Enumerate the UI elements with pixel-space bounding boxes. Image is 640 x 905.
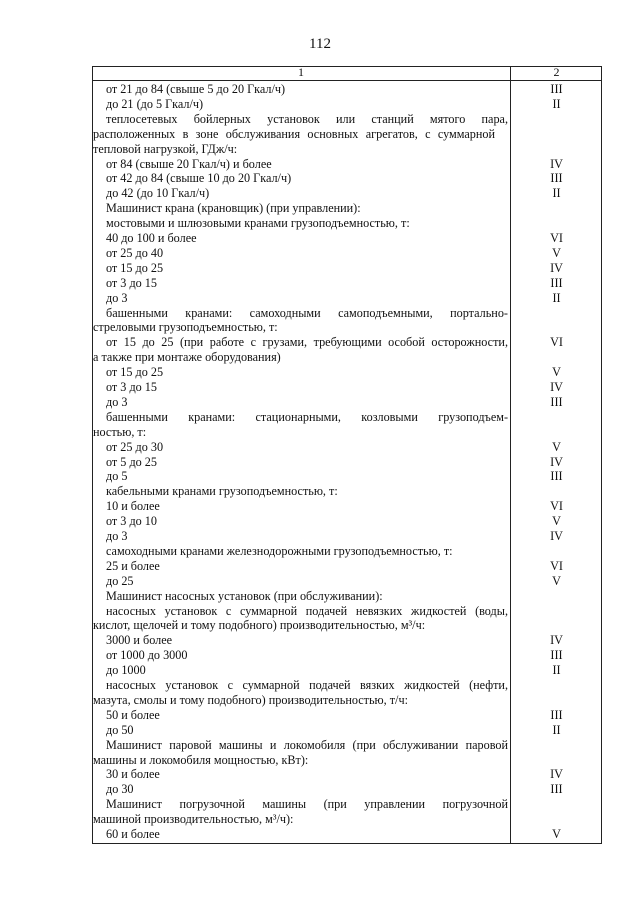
row-category: III (550, 82, 563, 96)
row-description: стреловыми грузоподъемностью, т: (93, 320, 278, 335)
row-description: кислот, щелочей и тому подобного) производительностью, м³/ч: (93, 618, 426, 633)
row-description: машиной производительностью, м³/ч): (93, 812, 294, 827)
row-category: III (550, 275, 563, 290)
row-description: от 5 до 25 (106, 454, 157, 469)
row-description: до 1000 (106, 663, 146, 678)
table-row (0, 708, 640, 723)
table-row (0, 499, 640, 514)
row-category: IV (550, 454, 563, 469)
row-category: II (552, 722, 561, 737)
row-description: насосных установок с суммарной подачей невязких жидкостей (воды, (106, 603, 508, 618)
row-description: до 25 (106, 573, 134, 588)
table-row (0, 320, 640, 335)
row-category: V (552, 514, 561, 529)
row-category: IV (550, 156, 563, 171)
row-category: III (550, 707, 563, 722)
row-description: 10 и более (106, 499, 160, 514)
table-row (0, 97, 640, 112)
column-header-2: 2 (553, 65, 560, 79)
table-row (0, 559, 640, 574)
row-description: тепловой нагрузкой, ГДж/ч: (93, 141, 238, 156)
row-description: от 25 до 30 (106, 439, 164, 454)
table-row (0, 589, 640, 604)
row-category: IV (550, 767, 563, 782)
table-row (0, 767, 640, 782)
row-category: V (552, 439, 561, 454)
row-category: II (552, 663, 561, 678)
table-row (0, 782, 640, 797)
table-row (0, 455, 640, 470)
row-category: V (552, 245, 561, 260)
table-row (0, 201, 640, 216)
table-row (0, 395, 640, 410)
table-row (0, 261, 640, 276)
row-category: VI (550, 499, 563, 514)
table-row (0, 827, 640, 842)
row-description: до 5 (106, 469, 128, 484)
row-category: II (552, 96, 561, 111)
row-description: ностью, т: (93, 424, 147, 439)
row-category: VI (550, 335, 563, 350)
row-description: 3000 и более (106, 633, 173, 648)
row-description: теплосетевых бойлерных установок или станций мятого пара, (106, 111, 508, 126)
row-category: VI (550, 558, 563, 573)
row-category: IV (550, 633, 563, 648)
row-category: V (552, 365, 561, 380)
row-description: а также при монтаже оборудования) (93, 350, 281, 365)
row-description: машины и локомобиля мощностью, кВт): (93, 752, 309, 767)
table-row (0, 82, 640, 97)
row-category: IV (550, 529, 563, 543)
table-row (0, 380, 640, 395)
row-description: насосных установок с суммарной подачей вязких жидкостей (нефти, (106, 678, 508, 692)
table-row (0, 276, 640, 291)
table-row (0, 663, 640, 678)
row-description: Машинист крана (крановщик) (при управлении): (106, 201, 361, 216)
table-row (0, 335, 640, 350)
row-description: от 3 до 15 (106, 275, 157, 290)
row-description: до 3 (106, 290, 128, 305)
row-description: мазута, смолы и тому подобного) производительностью, т/ч: (93, 692, 408, 707)
row-description: от 15 до 25 (при работе с грузами, требующими особой осторожности, (106, 335, 508, 350)
table-row (0, 440, 640, 455)
table-row (0, 216, 640, 231)
row-description: от 42 до 84 (свыше 10 до 20 Гкал/ч) (106, 171, 292, 186)
row-category: II (552, 186, 561, 201)
row-description: самоходными кранами железнодорожными грузоподъемностью, т: (106, 543, 453, 558)
row-description: 25 и более (106, 558, 160, 573)
row-description: до 30 (106, 782, 134, 797)
row-description: расположенных в зоне обслуживания основных агрегатов, с суммарной (93, 126, 495, 141)
row-category: IV (550, 260, 563, 275)
table-row (0, 306, 640, 321)
table-row (0, 410, 640, 425)
row-description: от 1000 до 3000 (106, 648, 188, 663)
column-header-1: 1 (298, 65, 304, 79)
table-row (0, 171, 640, 186)
row-description: 60 и более (106, 827, 160, 841)
row-description: до 3 (106, 394, 128, 409)
row-category: III (550, 782, 563, 797)
table-row (0, 157, 640, 172)
row-description: до 21 (до 5 Гкал/ч) (106, 96, 204, 111)
table-row (0, 231, 640, 246)
table-row (0, 618, 640, 633)
row-description: мостовыми и шлюзовыми кранами грузоподъемностью, т: (106, 216, 410, 231)
table-row (0, 425, 640, 440)
table-row (0, 544, 640, 559)
row-description: от 84 (свыше 20 Гкал/ч) и более (106, 156, 272, 171)
row-description: 30 и более (106, 767, 160, 782)
row-category: III (550, 394, 563, 409)
row-description: Машинист насосных установок (при обслуживании): (106, 588, 383, 603)
row-description: башенными кранами: стационарными, козловыми грузоподъем- (106, 409, 508, 424)
table-row (0, 678, 640, 693)
table-row (0, 753, 640, 768)
row-description: башенными кранами: самоходными самоподъемными, портально- (106, 305, 508, 320)
table-row (0, 648, 640, 663)
table-row (0, 186, 640, 201)
row-description: от 3 до 10 (106, 514, 157, 529)
table-row (0, 291, 640, 306)
table-row (0, 246, 640, 261)
row-category: III (550, 469, 563, 484)
table-row (0, 812, 640, 827)
table-row (0, 723, 640, 738)
row-category: VI (550, 231, 563, 245)
table-row (0, 514, 640, 529)
row-category: V (552, 827, 561, 841)
table-row (0, 738, 640, 753)
row-category: V (552, 573, 561, 588)
row-description: от 3 до 15 (106, 380, 157, 394)
row-description: до 50 (106, 722, 134, 737)
row-description: от 25 до 40 (106, 245, 164, 260)
table-row (0, 469, 640, 484)
row-category: III (550, 171, 563, 186)
row-category: IV (550, 380, 563, 394)
table-row (0, 574, 640, 589)
table-row (0, 484, 640, 499)
table-row (0, 127, 640, 142)
row-description: Машинист погрузочной машины (при управлении погрузочной (106, 797, 508, 812)
table-row (0, 529, 640, 544)
row-category: III (550, 648, 563, 663)
page-number: 112 (309, 36, 331, 52)
table-row (0, 797, 640, 812)
table-row (0, 693, 640, 708)
row-description: от 15 до 25 (106, 260, 164, 275)
row-description: Машинист паровой машины и локомобиля (при обслуживании паровой (106, 737, 508, 752)
table-row (0, 142, 640, 157)
table-row (0, 350, 640, 365)
row-category: II (552, 290, 561, 305)
row-description: 40 до 100 и более (106, 231, 197, 245)
table-row (0, 365, 640, 380)
row-description: 50 и более (106, 707, 160, 722)
table-row (0, 633, 640, 648)
table-row (0, 604, 640, 619)
row-description: от 21 до 84 (свыше 5 до 20 Гкал/ч) (106, 82, 286, 96)
row-description: до 3 (106, 529, 128, 543)
row-description: до 42 (до 10 Гкал/ч) (106, 186, 210, 201)
row-description: от 15 до 25 (106, 365, 164, 380)
row-description: кабельными кранами грузоподъемностью, т: (106, 484, 338, 499)
table-row (0, 112, 640, 127)
